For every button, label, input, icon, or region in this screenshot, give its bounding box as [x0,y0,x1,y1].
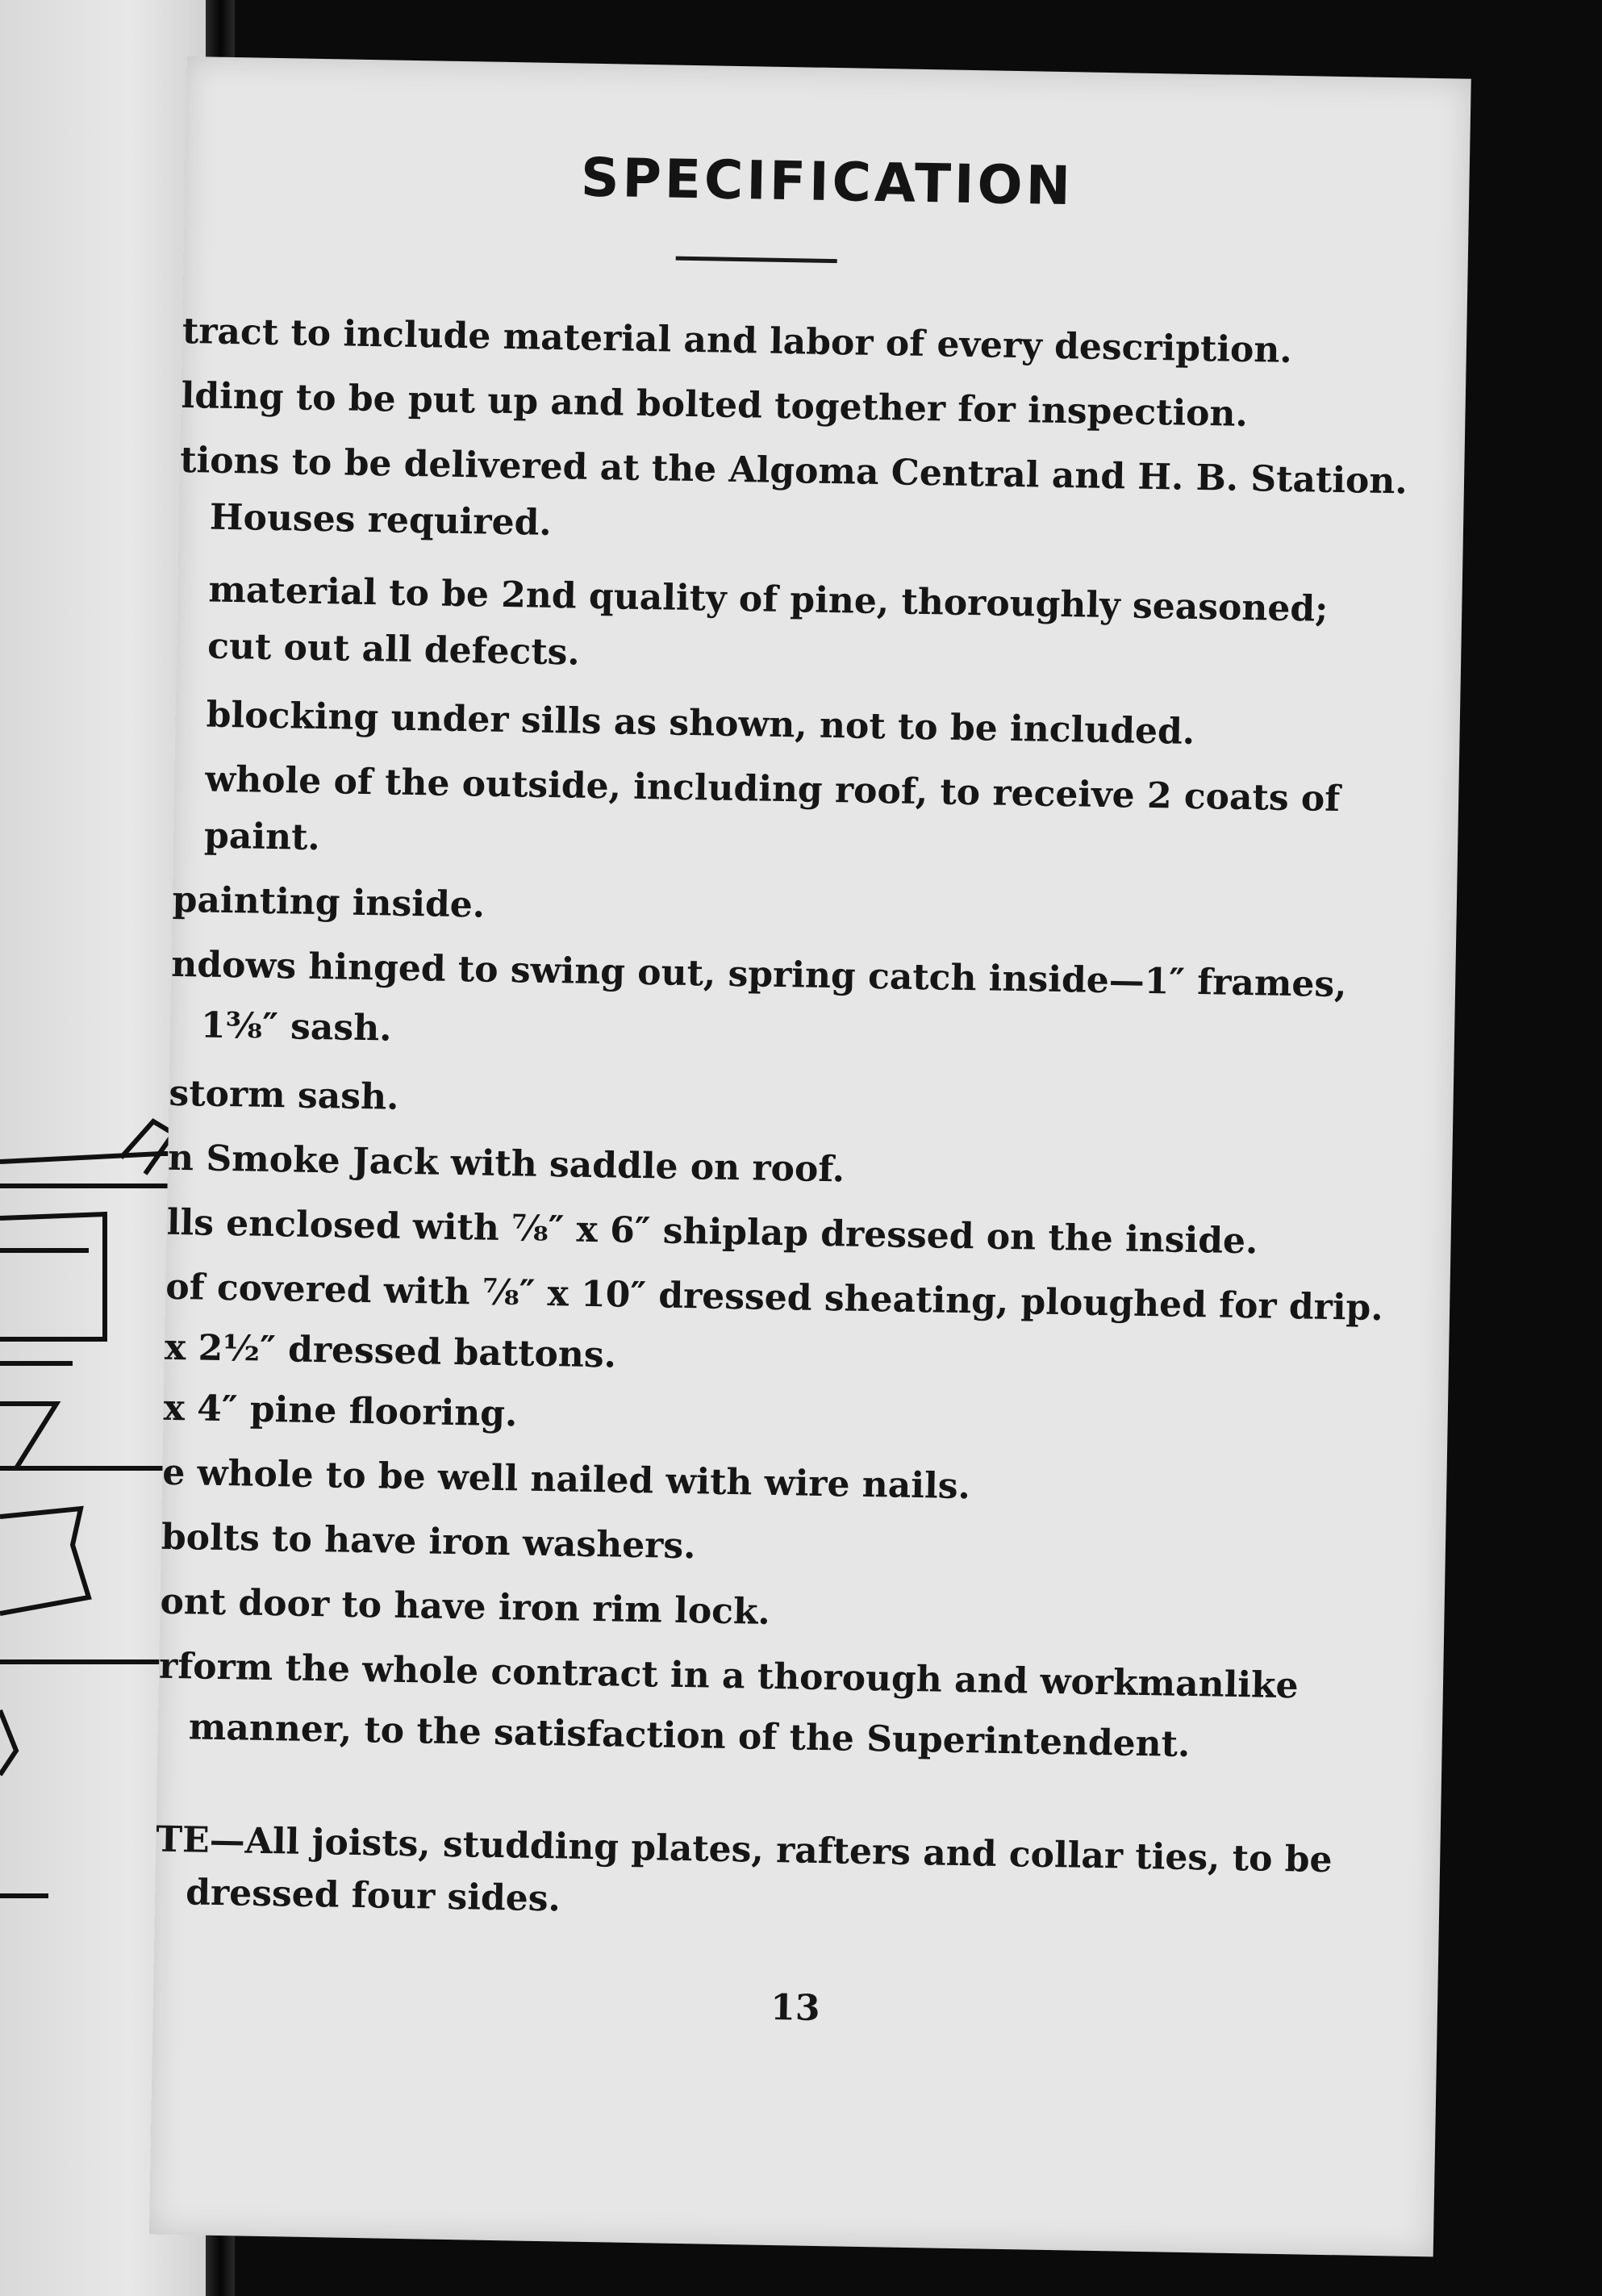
document-page [149,56,1471,2256]
spec-line: bolts to have iron washers. [161,1516,696,1568]
spec-line: of covered with ⅞″ x 10″ dressed sheating, ploughed for drip. [165,1266,1384,1330]
spec-line: whole of the outside, including roof, to receive 2 coats of [204,758,1341,820]
spec-line: lls enclosed with ⅞″ x 6″ shiplap dressed on the inside. [166,1201,1258,1263]
spec-line: Houses required. [209,496,553,544]
spec-line: ndows hinged to swing out, spring catch inside—1″ frames, [170,943,1347,1006]
title-rule [676,257,837,263]
spec-line: manner, to the satisfaction of the Superintendent. [188,1706,1191,1766]
spec-line: x 2½″ dressed battons. [164,1326,617,1376]
spec-line: n Smoke Jack with saddle on roof. [167,1137,845,1191]
spec-line: 1⅜″ sash. [200,1004,392,1050]
spec-line: rform the whole contract in a thorough and workmanlike [158,1645,1299,1707]
page-number: 13 [770,1986,820,2030]
spec-line: storm sash. [169,1072,399,1118]
note-line: TE—All joists, studding plates, rafters and collar ties, to be [155,1818,1333,1881]
page-title: SPECIFICATION [580,146,1074,218]
note-line: dressed four sides. [185,1872,561,1920]
spec-line: e whole to be well nailed with wire nails. [161,1451,971,1508]
specification-body [155,310,1441,1920]
spec-line: material to be 2nd quality of pine, thoroughly seasoned; [208,569,1329,630]
spec-line: cut out all defects. [207,625,581,674]
spec-line: ont door to have iron rim lock. [160,1580,771,1633]
spec-line: lding to be put up and bolted together for inspection. [181,374,1249,436]
spec-line: x 4″ pine flooring. [163,1387,518,1435]
spec-line: painting inside. [172,879,486,926]
spec-line: tract to include material and labor of every description. [181,310,1293,371]
spec-line: tions to be delivered at the Algoma Central and H. B. Station. [179,439,1408,503]
spec-line: paint. [203,815,321,859]
spec-line: blocking under sills as shown, not to be included. [206,694,1195,753]
